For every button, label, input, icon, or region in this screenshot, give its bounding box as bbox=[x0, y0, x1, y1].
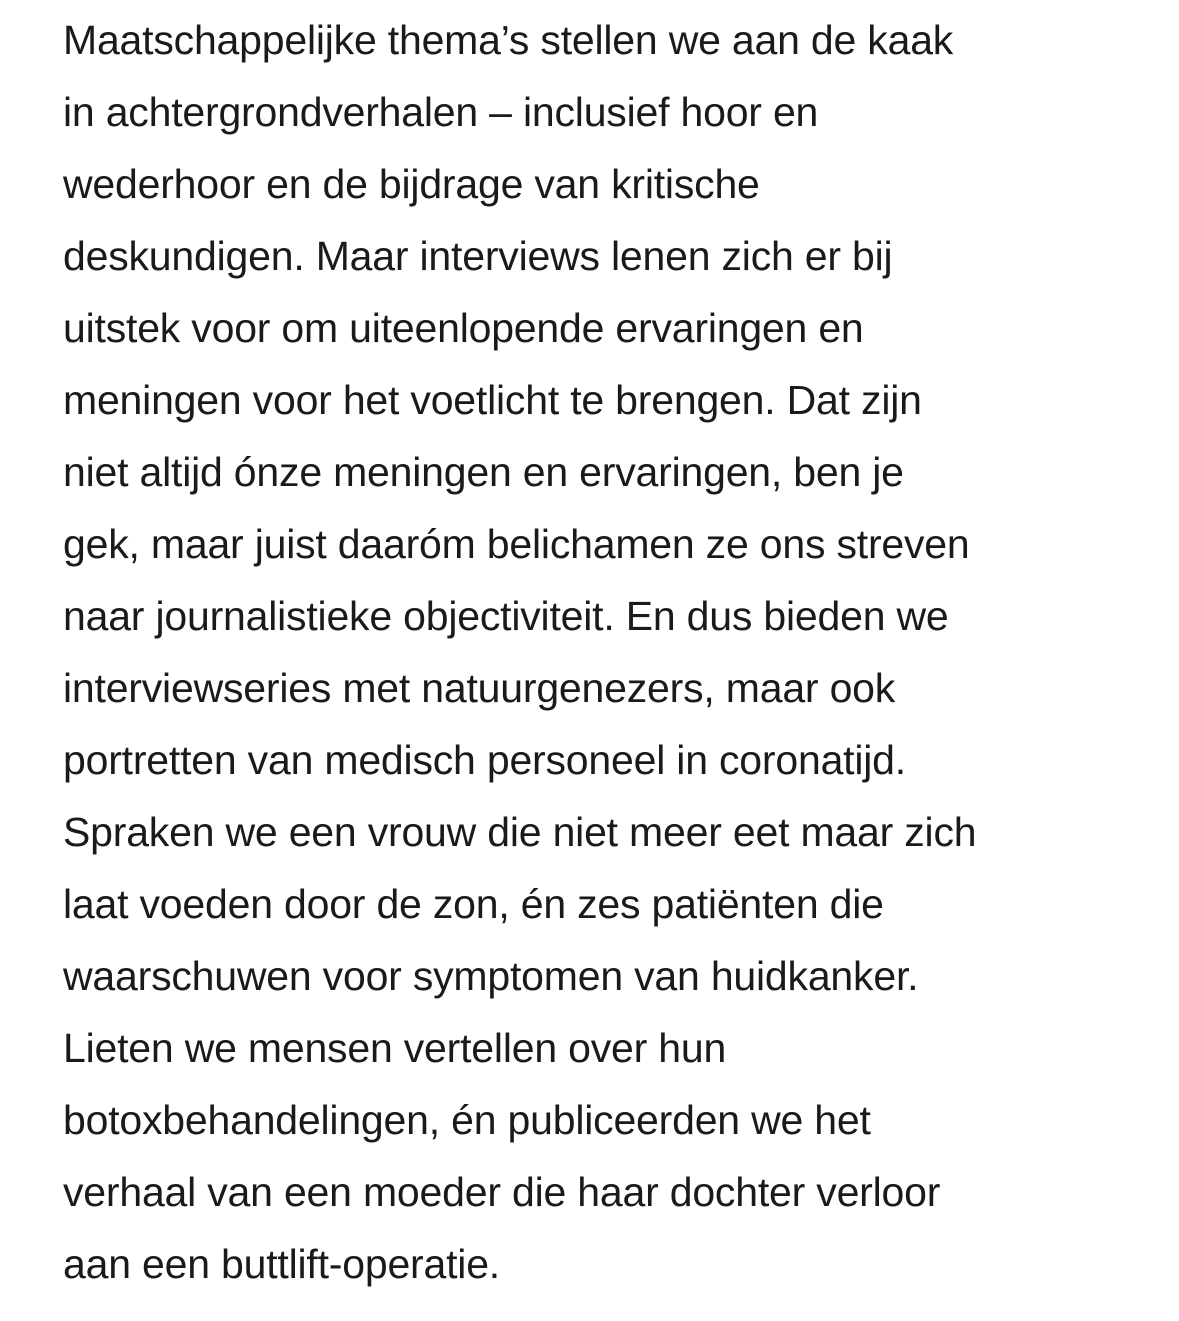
text-line: gek, maar juist daaróm belichamen ze ons streven bbox=[63, 521, 970, 567]
text-line: in achtergrondverhalen – inclusief hoor en bbox=[63, 89, 819, 135]
text-line: Lieten we mensen vertellen over hun bbox=[63, 1025, 727, 1071]
text-line: uitstek voor om uiteenlopende ervaringen en bbox=[63, 305, 864, 351]
text-line: Spraken we een vrouw die niet meer eet maar zich bbox=[63, 809, 977, 855]
article-paragraph bbox=[63, 12, 1163, 1308]
text-line: verhaal van een moeder die haar dochter verloor bbox=[63, 1169, 941, 1215]
text-line: portretten van medisch personeel in coronatijd. bbox=[63, 737, 906, 783]
text-line: naar journalistieke objectiviteit. En dus bieden we bbox=[63, 593, 949, 639]
text-line: niet altijd ónze meningen en ervaringen, ben je bbox=[63, 449, 904, 495]
text-line: botoxbehandelingen, én publiceerden we het bbox=[63, 1097, 871, 1143]
text-line: deskundigen. Maar interviews lenen zich er bij bbox=[63, 233, 893, 279]
text-line: waarschuwen voor symptomen van huidkanker. bbox=[63, 953, 919, 999]
text-line: meningen voor het voetlicht te brengen. Dat zijn bbox=[63, 377, 922, 423]
text-line: aan een buttlift-operatie. bbox=[63, 1241, 500, 1287]
text-line: Maatschappelijke thema’s stellen we aan de kaak bbox=[63, 17, 954, 63]
text-line: interviewseries met natuurgenezers, maar ook bbox=[63, 665, 896, 711]
text-line: laat voeden door de zon, én zes patiënten die bbox=[63, 881, 884, 927]
text-line: wederhoor en de bijdrage van kritische bbox=[63, 161, 760, 207]
